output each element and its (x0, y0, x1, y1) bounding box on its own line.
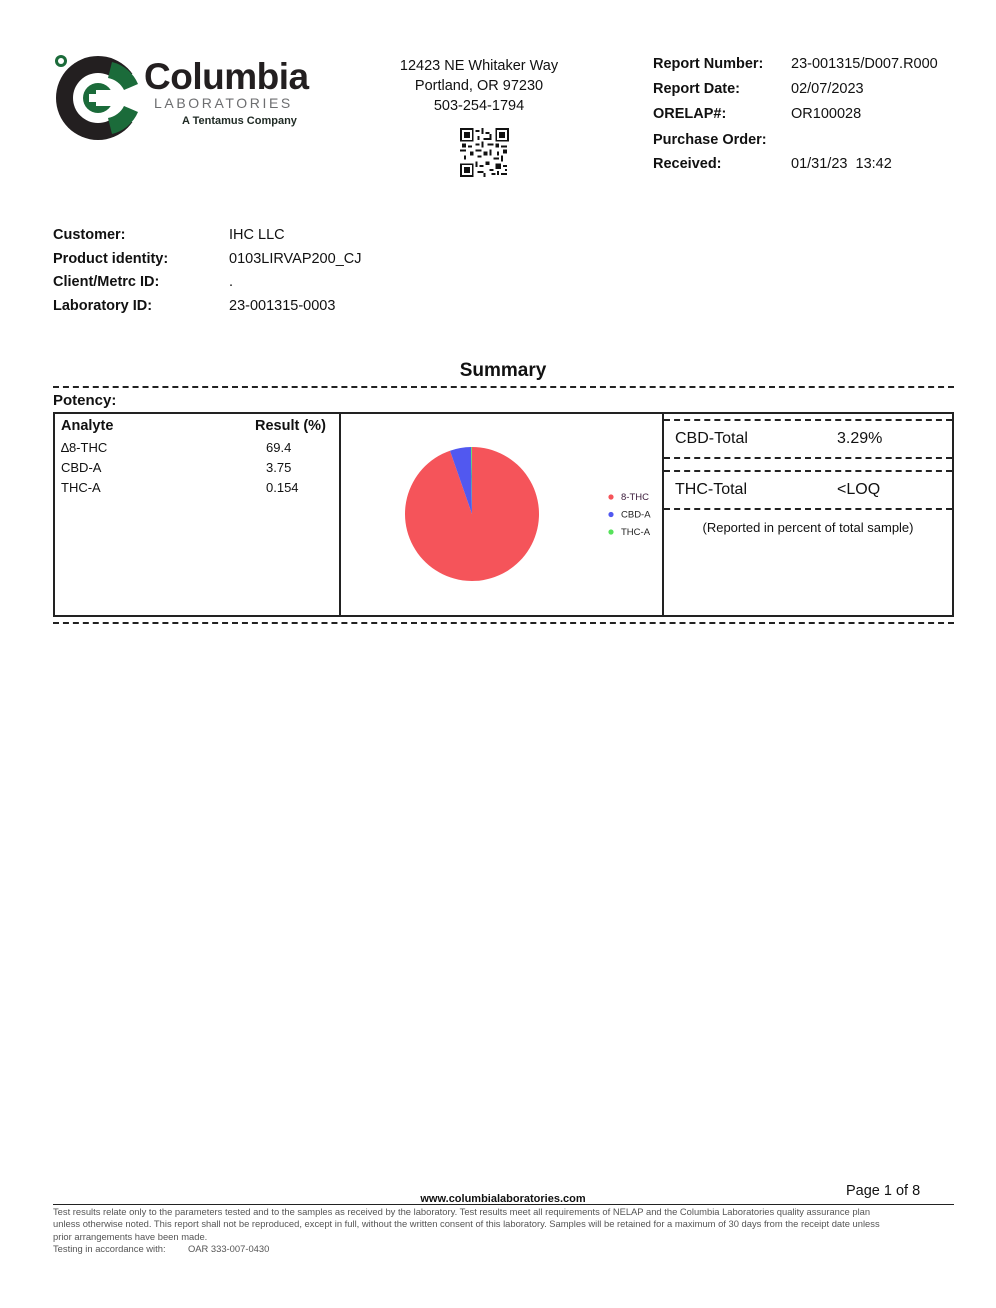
logo-tagline: A Tentamus Company (182, 115, 297, 127)
disclaimer-line-3: prior arrangements have been made. (53, 1230, 208, 1242)
legend-label-thc-a: THC-A (621, 527, 651, 538)
potency-pie-chart (341, 414, 664, 615)
logo-wordmark: Columbia (144, 56, 309, 97)
analyte-name-thc-a: THC-A (61, 480, 101, 495)
disclaimer-line-1: Test results relate only to the parameters tested and to the samples as received by the laboratory. Test results meet all requirements of NELAP and the Columbia Laboratories quality assurance plan (53, 1206, 871, 1217)
totals-divider-2 (664, 457, 952, 459)
orelap-value: OR100028 (791, 106, 862, 122)
totals-divider-1 (664, 419, 952, 421)
totals-divider-4 (664, 508, 952, 510)
laboratory-id-value: 23-001315-0003 (229, 297, 336, 314)
laboratory-id-label: Laboratory ID: (53, 297, 153, 314)
testing-label: Testing in accordance with: (53, 1243, 166, 1254)
tentamus-icon (54, 54, 68, 68)
product-identity-value: 0103LIRVAP200_CJ (229, 250, 362, 267)
received-label: Received: (653, 156, 722, 172)
address-line-1: 12423 NE Whitaker Way (399, 58, 559, 74)
potency-label: Potency: (53, 392, 117, 409)
report-date-value: 02/07/2023 (791, 81, 864, 97)
cbd-total-value: 3.29% (837, 430, 883, 447)
lab-address (370, 56, 588, 116)
footer-rule (53, 1204, 954, 1205)
summary-divider-top (53, 386, 954, 388)
analyte-name-cbd-a: CBD-A (61, 460, 102, 475)
report-number-label: Report Number: (653, 56, 764, 72)
testing-reference: OAR 333-007-0430 (188, 1243, 270, 1254)
totals-divider-3 (664, 470, 952, 472)
address-phone: 503-254-1794 (433, 98, 525, 114)
customer-value: IHC LLC (229, 227, 285, 243)
summary-title: Summary (459, 360, 547, 381)
qr-code (460, 128, 509, 177)
received-value: 01/31/23 13:42 (791, 156, 892, 172)
client-metrc-id-label: Client/Metrc ID: (53, 274, 160, 290)
analyte-name-d8-thc: ∆8-THC (61, 440, 108, 455)
analyte-result-d8-thc: 69.4 (266, 440, 292, 455)
result-column-header: Result (%) (255, 418, 326, 434)
totals-panel (664, 414, 952, 615)
summary-divider-bottom (53, 622, 954, 624)
thc-total-label: THC-Total (675, 481, 748, 498)
reported-note: (Reported in percent of total sample) (702, 520, 914, 535)
cbd-total-label: CBD-Total (675, 430, 748, 447)
footer-disclaimer (53, 1206, 948, 1243)
product-identity-label: Product identity: (53, 250, 169, 267)
potency-box (53, 412, 954, 617)
analyte-table (55, 414, 341, 615)
logo-subtitle: LABORATORIES (154, 95, 293, 111)
legend-marker-8-thc (608, 494, 613, 499)
potency-chart-panel (341, 414, 664, 615)
disclaimer-line-2: unless otherwise noted. This report shall not be reproduced, except in full, without the written consent of this laboratory. Samples will be retained for a maximum of 30 days from the receipt date unless (53, 1218, 880, 1230)
report-date-label: Report Date: (653, 81, 741, 97)
legend-marker-thc-a (608, 529, 613, 534)
customer-label: Customer: (53, 227, 126, 243)
columbia-logo (54, 54, 324, 146)
analyte-result-thc-a: 0.154 (266, 480, 299, 495)
client-metrc-id-value: . (229, 274, 234, 290)
orelap-label: ORELAP#: (653, 106, 727, 122)
footer-url: www.columbialaboratories.com (420, 1193, 586, 1205)
report-number-value: 23-001315/D007.R000 (791, 56, 938, 72)
legend-marker-cbd-a (608, 512, 613, 517)
thc-total-value: <LOQ (837, 481, 881, 498)
address-line-2: Portland, OR 97230 (414, 78, 544, 94)
page-number: Page 1 of 8 (846, 1183, 921, 1199)
legend-label-cbd-a: CBD-A (621, 509, 651, 521)
purchase-order-label: Purchase Order: (653, 132, 767, 148)
analyte-result-cbd-a: 3.75 (266, 460, 292, 475)
legend-label-8-thc: 8-THC (621, 492, 649, 503)
analyte-column-header: Analyte (61, 418, 114, 434)
